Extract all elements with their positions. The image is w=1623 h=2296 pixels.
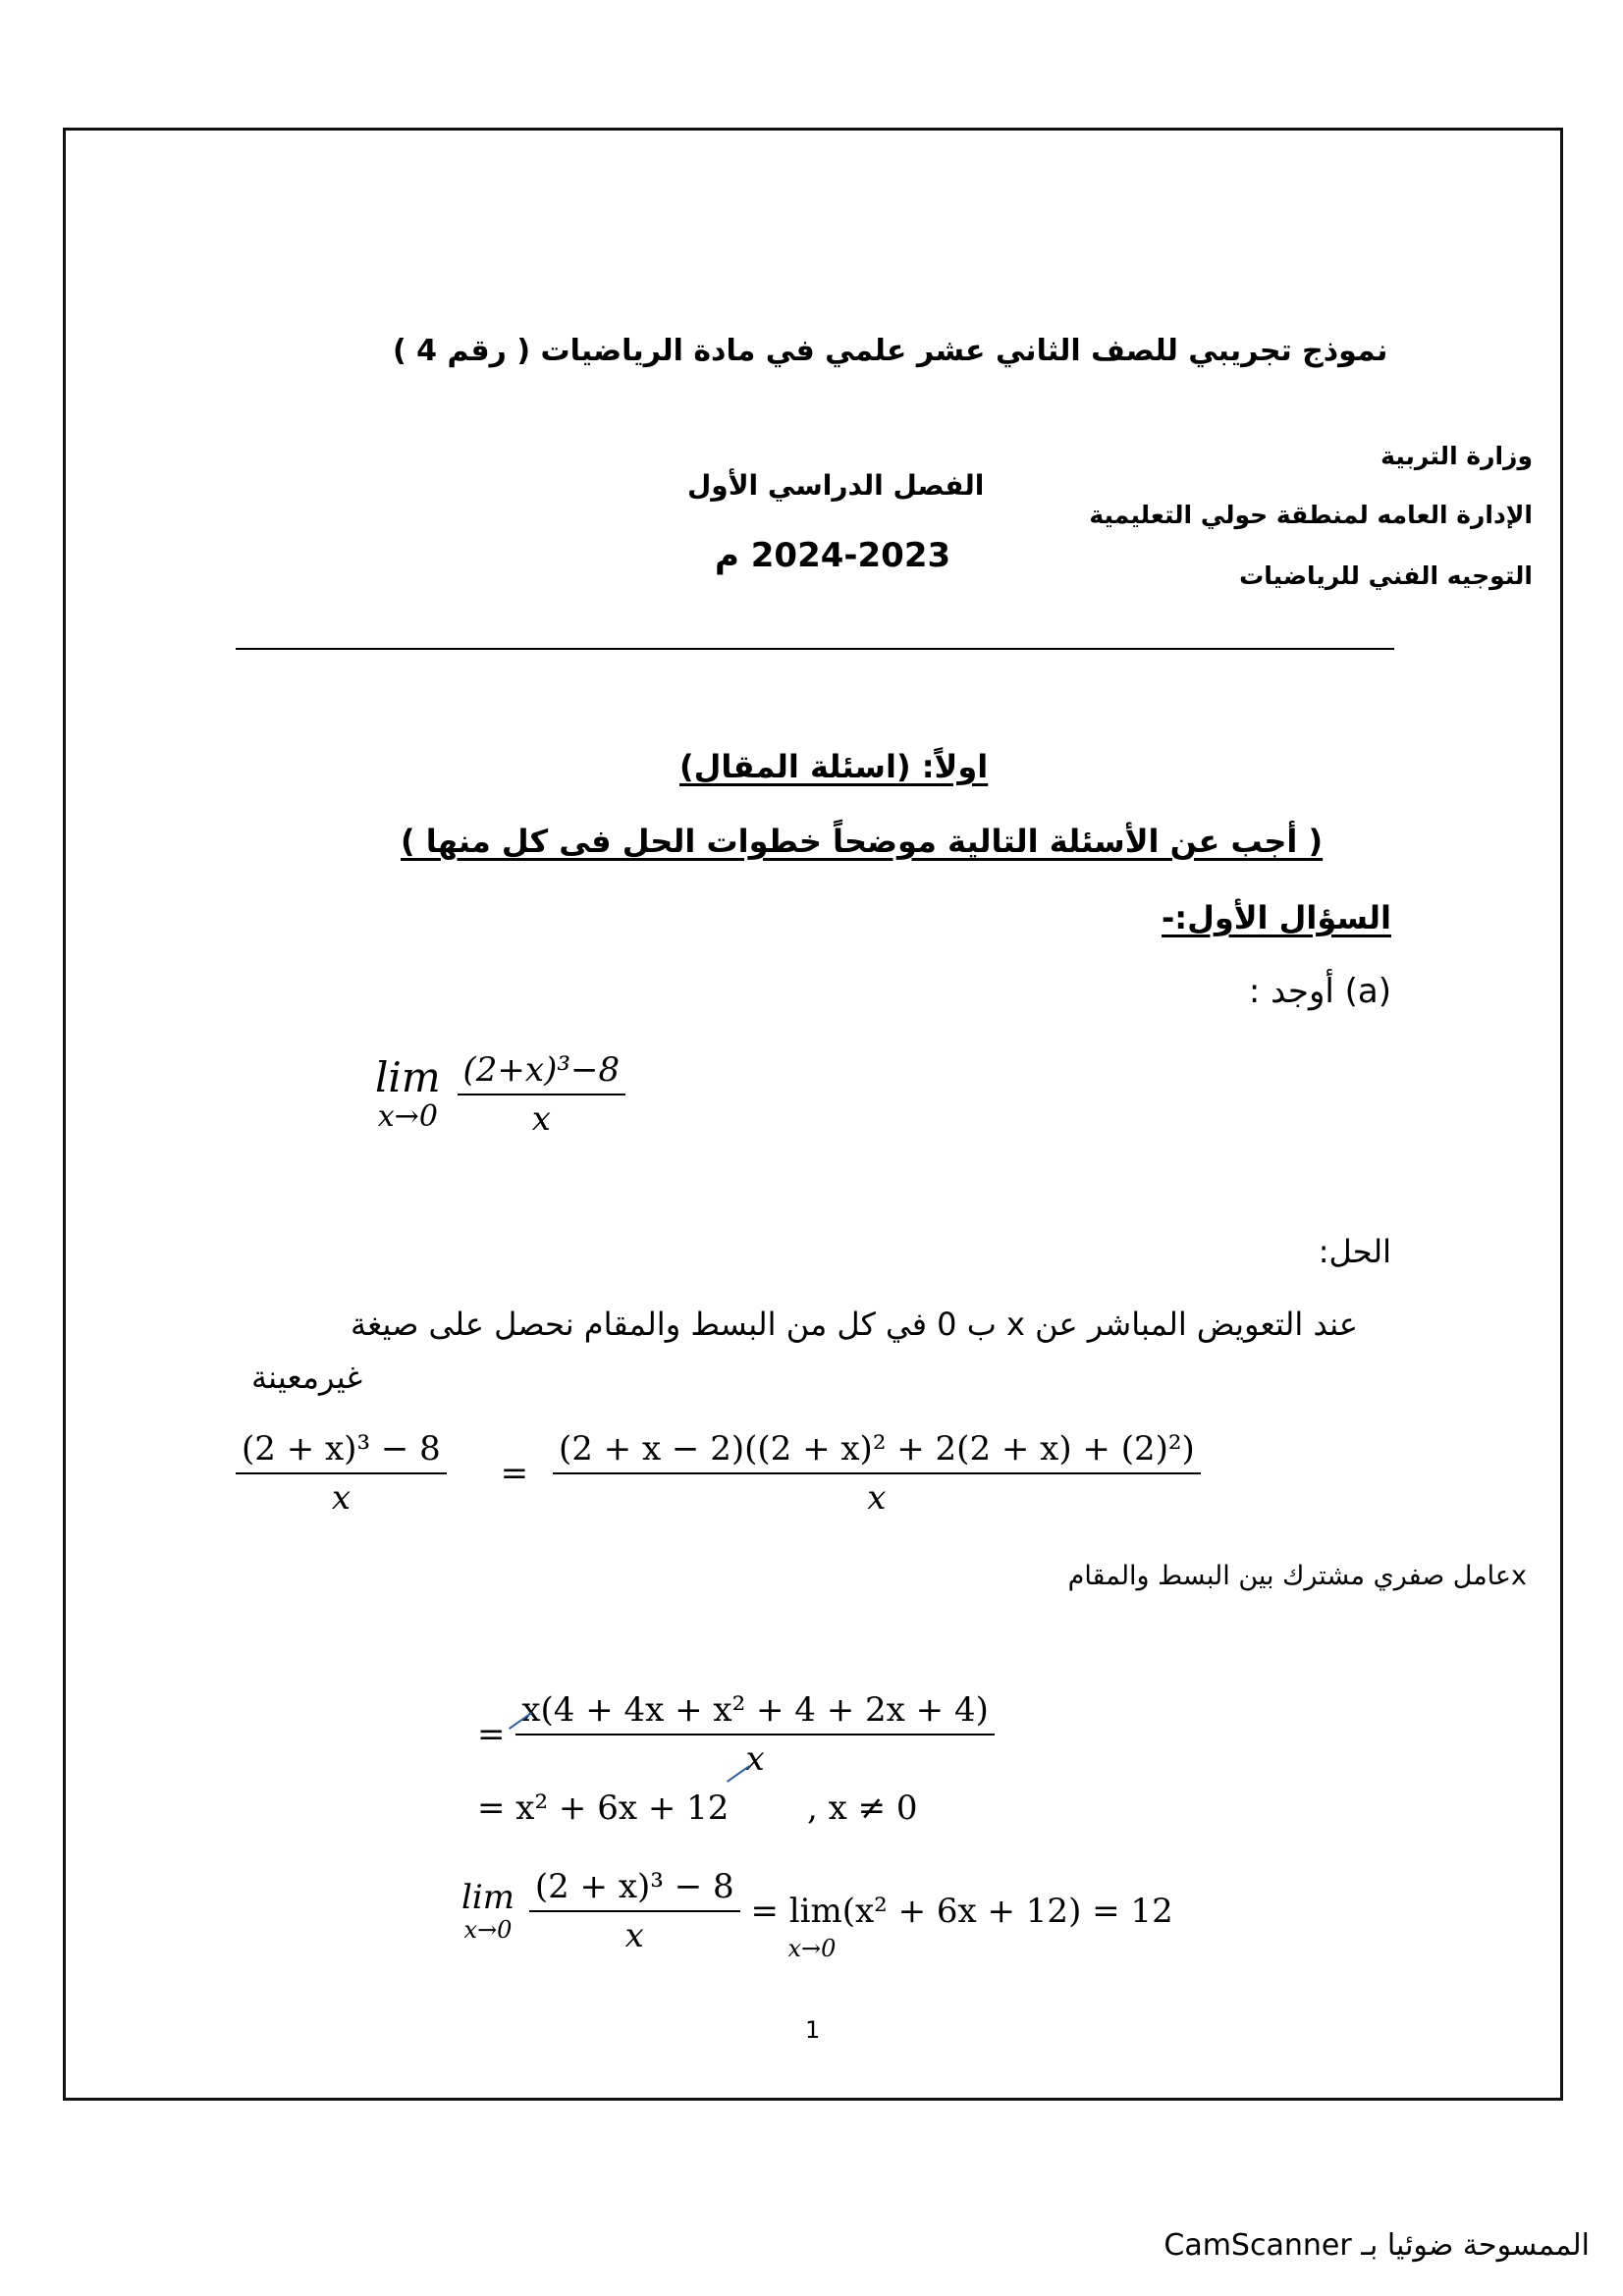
simplified-step <box>477 1690 995 1779</box>
question-heading: السؤال الأول:- <box>1161 899 1391 936</box>
ministry-name: وزارة التربية <box>1380 442 1533 470</box>
lim-subscript: x→0 <box>377 1099 438 1134</box>
equals-sign: = <box>500 1454 529 1493</box>
part-a-label: (a) أوجد : <box>1248 972 1391 1011</box>
equals-sign-2: = <box>477 1715 506 1754</box>
page-number: 1 <box>805 2016 821 2044</box>
solution-label: الحل: <box>1318 1233 1391 1270</box>
department-name: التوجيه الفني للرياضيات <box>1239 561 1533 590</box>
final-lim-operator: lim <box>461 1878 514 1917</box>
solution-line-1: عند التعويض المباشر عن x ب 0 في كل من البسط والمقام نحصل على صيغة <box>350 1306 1358 1343</box>
final-numerator: (2 + x)³ − 8 <box>529 1867 740 1912</box>
step1-lhs-denominator: x <box>331 1478 351 1518</box>
lim-operator: lim <box>375 1053 441 1101</box>
step2-denominator: x <box>745 1739 765 1779</box>
directorate-name: الإدارة العامه لمنطقة حولي التعليمية <box>1089 501 1533 529</box>
reduced-polynomial: = x² + 6x + 12 <box>477 1789 730 1828</box>
solution-line-2: غيرمعينة <box>251 1359 363 1396</box>
scanner-watermark: الممسوحة ضوئيا بـ CamScanner <box>1163 2228 1590 2263</box>
final-limit-result <box>461 1867 1173 1962</box>
academic-year: 2024-2023 م <box>715 536 951 575</box>
exam-title: نموذج تجريبي للصف الثاني عشر علمي في مادة الرياضيات ( رقم 4 ) <box>393 334 1388 368</box>
factorization-step <box>236 1429 1201 1518</box>
problem-denominator: x <box>531 1099 551 1139</box>
final-rhs-subscript: x→0 <box>787 1935 837 1962</box>
problem-numerator: (2+x)³−8 <box>458 1050 626 1095</box>
semester-label: الفصل الدراسي الأول <box>687 469 985 502</box>
step1-lhs-numerator: (2 + x)³ − 8 <box>236 1429 447 1474</box>
final-denominator: x <box>624 1916 644 1955</box>
step2-numerator: x(4 + 4x + x² + 4 + 2x + 4) <box>515 1690 995 1735</box>
final-rhs: = lim(x² + 6x + 12) = 12 <box>750 1892 1173 1931</box>
domain-condition: , x ≠ 0 <box>807 1789 918 1828</box>
section-title: اولاً: (اسئلة المقال) <box>679 748 989 785</box>
common-factor-note: xعامل صفري مشترك بين البسط والمقام <box>1067 1561 1527 1591</box>
header-divider <box>236 648 1394 650</box>
final-lim-subscript: x→0 <box>463 1916 513 1944</box>
problem-limit-expression <box>375 1050 625 1139</box>
step1-rhs-denominator: x <box>867 1478 887 1518</box>
section-instruction: ( أجب عن الأسئلة التالية موضحاً خطوات الحل فى كل منها ) <box>401 823 1324 860</box>
step1-rhs-numerator: (2 + x − 2)((2 + x)² + 2(2 + x) + (2)²) <box>553 1429 1201 1474</box>
